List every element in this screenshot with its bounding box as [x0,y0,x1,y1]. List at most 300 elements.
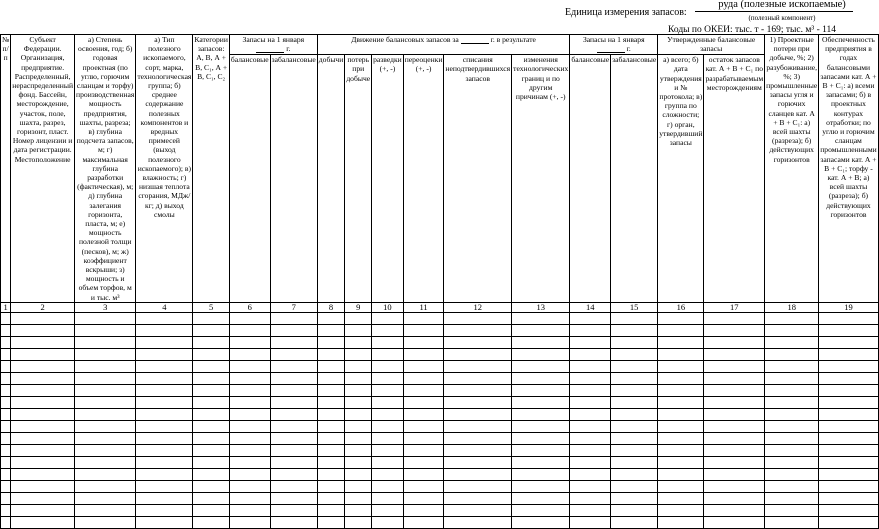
table-cell[interactable] [403,420,444,432]
table-cell[interactable] [444,432,512,444]
table-cell[interactable] [512,372,570,384]
table-cell[interactable] [570,396,611,408]
table-cell[interactable] [403,324,444,336]
table-cell[interactable] [11,348,75,360]
table-cell[interactable] [1,372,11,384]
table-cell[interactable] [611,492,658,504]
table-cell[interactable] [270,456,317,468]
table-cell[interactable] [1,444,11,456]
table-cell[interactable] [704,396,765,408]
table-cell[interactable] [1,360,11,372]
table-cell[interactable] [372,444,404,456]
table-cell[interactable] [570,456,611,468]
table-cell[interactable] [611,444,658,456]
table-cell[interactable] [611,384,658,396]
table-cell[interactable] [765,396,819,408]
table-cell[interactable] [193,420,229,432]
table-cell[interactable] [403,504,444,516]
table-cell[interactable] [345,432,372,444]
table-cell[interactable] [611,360,658,372]
table-cell[interactable] [193,372,229,384]
table-cell[interactable] [229,432,270,444]
table-cell[interactable] [372,420,404,432]
table-cell[interactable] [372,432,404,444]
table-cell[interactable] [512,504,570,516]
table-cell[interactable] [229,456,270,468]
table-cell[interactable] [270,420,317,432]
table-cell[interactable] [317,384,345,396]
table-cell[interactable] [765,360,819,372]
table-cell[interactable] [372,492,404,504]
table-cell[interactable] [403,384,444,396]
table-cell[interactable] [372,324,404,336]
table-cell[interactable] [765,324,819,336]
table-cell[interactable] [372,336,404,348]
table-cell[interactable] [570,372,611,384]
table-cell[interactable] [270,432,317,444]
table-cell[interactable] [193,456,229,468]
table-cell[interactable] [193,348,229,360]
table-cell[interactable] [570,384,611,396]
table-cell[interactable] [193,408,229,420]
table-cell[interactable] [193,312,229,324]
table-cell[interactable] [270,468,317,480]
table-cell[interactable] [403,396,444,408]
table-cell[interactable] [75,468,136,480]
table-cell[interactable] [512,360,570,372]
table-cell[interactable] [270,336,317,348]
table-cell[interactable] [317,504,345,516]
table-cell[interactable] [229,504,270,516]
table-cell[interactable] [136,396,193,408]
table-cell[interactable] [317,420,345,432]
table-cell[interactable] [403,516,444,528]
table-cell[interactable] [345,456,372,468]
table-cell[interactable] [765,456,819,468]
table-cell[interactable] [270,396,317,408]
table-cell[interactable] [1,384,11,396]
table-cell[interactable] [611,420,658,432]
table-cell[interactable] [11,396,75,408]
table-cell[interactable] [75,444,136,456]
table-cell[interactable] [570,516,611,528]
table-cell[interactable] [136,420,193,432]
table-cell[interactable] [658,516,704,528]
table-cell[interactable] [317,336,345,348]
table-cell[interactable] [193,324,229,336]
table-cell[interactable] [512,492,570,504]
table-cell[interactable] [317,360,345,372]
table-cell[interactable] [372,384,404,396]
table-cell[interactable] [372,408,404,420]
table-cell[interactable] [765,312,819,324]
table-cell[interactable] [444,444,512,456]
table-cell[interactable] [11,432,75,444]
table-cell[interactable] [11,312,75,324]
table-cell[interactable] [403,456,444,468]
table-cell[interactable] [345,444,372,456]
table-cell[interactable] [403,360,444,372]
table-cell[interactable] [658,504,704,516]
table-cell[interactable] [75,384,136,396]
table-cell[interactable] [819,360,879,372]
table-cell[interactable] [403,336,444,348]
table-cell[interactable] [704,468,765,480]
table-cell[interactable] [229,420,270,432]
table-cell[interactable] [611,516,658,528]
table-cell[interactable] [229,480,270,492]
table-cell[interactable] [444,324,512,336]
table-cell[interactable] [193,516,229,528]
table-cell[interactable] [1,480,11,492]
table-cell[interactable] [570,432,611,444]
table-cell[interactable] [1,432,11,444]
table-cell[interactable] [611,348,658,360]
table-cell[interactable] [658,396,704,408]
table-cell[interactable] [317,492,345,504]
table-cell[interactable] [193,336,229,348]
table-cell[interactable] [704,432,765,444]
table-cell[interactable] [819,420,879,432]
table-cell[interactable] [704,360,765,372]
table-cell[interactable] [819,516,879,528]
table-cell[interactable] [372,480,404,492]
table-cell[interactable] [317,372,345,384]
table-cell[interactable] [819,468,879,480]
table-cell[interactable] [193,480,229,492]
table-cell[interactable] [270,408,317,420]
table-cell[interactable] [317,516,345,528]
table-cell[interactable] [611,456,658,468]
table-cell[interactable] [229,396,270,408]
table-cell[interactable] [229,360,270,372]
table-cell[interactable] [444,384,512,396]
table-cell[interactable] [75,432,136,444]
table-cell[interactable] [704,372,765,384]
table-cell[interactable] [1,312,11,324]
table-cell[interactable] [372,372,404,384]
table-cell[interactable] [229,324,270,336]
table-cell[interactable] [75,456,136,468]
table-cell[interactable] [765,444,819,456]
table-cell[interactable] [229,336,270,348]
table-cell[interactable] [444,408,512,420]
table-cell[interactable] [819,444,879,456]
table-cell[interactable] [765,408,819,420]
table-cell[interactable] [75,336,136,348]
table-cell[interactable] [765,516,819,528]
table-cell[interactable] [75,516,136,528]
table-cell[interactable] [136,516,193,528]
table-cell[interactable] [658,372,704,384]
table-cell[interactable] [270,492,317,504]
table-cell[interactable] [444,516,512,528]
table-cell[interactable] [819,408,879,420]
table-cell[interactable] [270,444,317,456]
table-cell[interactable] [658,420,704,432]
table-cell[interactable] [611,372,658,384]
table-cell[interactable] [704,384,765,396]
table-cell[interactable] [136,432,193,444]
table-cell[interactable] [512,336,570,348]
table-cell[interactable] [229,444,270,456]
table-cell[interactable] [11,408,75,420]
table-cell[interactable] [765,504,819,516]
table-cell[interactable] [1,456,11,468]
table-cell[interactable] [512,432,570,444]
table-cell[interactable] [193,396,229,408]
table-cell[interactable] [611,432,658,444]
table-cell[interactable] [765,348,819,360]
table-cell[interactable] [317,348,345,360]
table-cell[interactable] [403,444,444,456]
table-cell[interactable] [658,480,704,492]
table-cell[interactable] [345,360,372,372]
table-cell[interactable] [136,492,193,504]
table-cell[interactable] [512,384,570,396]
table-cell[interactable] [345,420,372,432]
table-cell[interactable] [317,408,345,420]
table-cell[interactable] [136,480,193,492]
table-cell[interactable] [512,516,570,528]
table-cell[interactable] [75,504,136,516]
table-cell[interactable] [819,324,879,336]
table-cell[interactable] [765,420,819,432]
table-cell[interactable] [444,420,512,432]
table-cell[interactable] [345,408,372,420]
table-cell[interactable] [512,408,570,420]
table-cell[interactable] [345,516,372,528]
table-cell[interactable] [229,348,270,360]
table-cell[interactable] [372,456,404,468]
table-cell[interactable] [403,480,444,492]
table-cell[interactable] [658,408,704,420]
table-cell[interactable] [1,516,11,528]
table-cell[interactable] [512,396,570,408]
table-cell[interactable] [136,384,193,396]
table-cell[interactable] [611,504,658,516]
table-cell[interactable] [444,372,512,384]
table-cell[interactable] [136,312,193,324]
table-cell[interactable] [270,384,317,396]
table-cell[interactable] [658,468,704,480]
table-cell[interactable] [229,372,270,384]
table-cell[interactable] [75,348,136,360]
table-cell[interactable] [1,420,11,432]
table-cell[interactable] [704,420,765,432]
table-cell[interactable] [658,360,704,372]
table-cell[interactable] [11,360,75,372]
table-cell[interactable] [704,516,765,528]
table-cell[interactable] [345,336,372,348]
table-cell[interactable] [345,504,372,516]
table-cell[interactable] [136,348,193,360]
table-cell[interactable] [570,348,611,360]
table-cell[interactable] [270,480,317,492]
table-cell[interactable] [611,396,658,408]
table-cell[interactable] [136,360,193,372]
table-cell[interactable] [819,312,879,324]
table-cell[interactable] [444,504,512,516]
table-cell[interactable] [11,516,75,528]
table-cell[interactable] [658,444,704,456]
table-cell[interactable] [819,396,879,408]
table-cell[interactable] [345,468,372,480]
table-cell[interactable] [11,492,75,504]
table-cell[interactable] [11,456,75,468]
table-cell[interactable] [11,336,75,348]
table-cell[interactable] [11,384,75,396]
table-cell[interactable] [570,504,611,516]
table-cell[interactable] [345,384,372,396]
table-cell[interactable] [403,408,444,420]
table-cell[interactable] [570,480,611,492]
table-cell[interactable] [765,384,819,396]
table-cell[interactable] [570,360,611,372]
table-cell[interactable] [704,444,765,456]
table-cell[interactable] [75,396,136,408]
table-cell[interactable] [704,492,765,504]
table-cell[interactable] [444,348,512,360]
table-cell[interactable] [658,312,704,324]
table-cell[interactable] [136,408,193,420]
table-cell[interactable] [11,324,75,336]
table-cell[interactable] [403,312,444,324]
table-cell[interactable] [570,336,611,348]
table-cell[interactable] [345,372,372,384]
table-cell[interactable] [570,444,611,456]
table-cell[interactable] [512,444,570,456]
table-cell[interactable] [444,360,512,372]
table-cell[interactable] [136,468,193,480]
table-cell[interactable] [819,432,879,444]
table-cell[interactable] [372,360,404,372]
table-cell[interactable] [658,432,704,444]
table-cell[interactable] [570,492,611,504]
table-cell[interactable] [136,456,193,468]
table-cell[interactable] [11,420,75,432]
table-cell[interactable] [403,492,444,504]
table-cell[interactable] [345,348,372,360]
table-cell[interactable] [765,336,819,348]
table-cell[interactable] [403,372,444,384]
table-cell[interactable] [512,456,570,468]
table-cell[interactable] [570,408,611,420]
table-cell[interactable] [1,396,11,408]
table-cell[interactable] [193,468,229,480]
table-cell[interactable] [819,348,879,360]
table-cell[interactable] [765,492,819,504]
table-cell[interactable] [229,408,270,420]
table-cell[interactable] [704,324,765,336]
table-cell[interactable] [570,324,611,336]
table-cell[interactable] [1,336,11,348]
table-cell[interactable] [765,468,819,480]
table-cell[interactable] [372,348,404,360]
table-cell[interactable] [765,432,819,444]
table-cell[interactable] [75,312,136,324]
table-cell[interactable] [765,480,819,492]
table-cell[interactable] [765,372,819,384]
table-cell[interactable] [512,348,570,360]
table-cell[interactable] [345,480,372,492]
table-cell[interactable] [372,468,404,480]
table-cell[interactable] [317,396,345,408]
table-cell[interactable] [229,312,270,324]
table-cell[interactable] [75,372,136,384]
table-cell[interactable] [229,384,270,396]
table-cell[interactable] [1,408,11,420]
table-cell[interactable] [11,372,75,384]
table-cell[interactable] [658,384,704,396]
table-cell[interactable] [270,516,317,528]
table-cell[interactable] [136,372,193,384]
table-cell[interactable] [317,444,345,456]
table-cell[interactable] [317,480,345,492]
table-cell[interactable] [136,504,193,516]
table-cell[interactable] [444,336,512,348]
table-cell[interactable] [229,516,270,528]
table-cell[interactable] [570,312,611,324]
table-cell[interactable] [611,336,658,348]
table-cell[interactable] [1,468,11,480]
table-cell[interactable] [75,408,136,420]
table-cell[interactable] [444,480,512,492]
table-cell[interactable] [658,348,704,360]
table-cell[interactable] [75,324,136,336]
table-cell[interactable] [193,504,229,516]
table-cell[interactable] [270,504,317,516]
table-cell[interactable] [317,468,345,480]
table-cell[interactable] [11,444,75,456]
table-cell[interactable] [403,468,444,480]
table-cell[interactable] [193,432,229,444]
table-cell[interactable] [704,336,765,348]
table-cell[interactable] [611,324,658,336]
table-cell[interactable] [136,336,193,348]
table-cell[interactable] [270,348,317,360]
table-cell[interactable] [704,504,765,516]
table-cell[interactable] [512,312,570,324]
table-cell[interactable] [317,456,345,468]
table-cell[interactable] [512,480,570,492]
table-cell[interactable] [512,468,570,480]
table-cell[interactable] [229,492,270,504]
table-cell[interactable] [403,348,444,360]
table-cell[interactable] [611,480,658,492]
table-cell[interactable] [345,324,372,336]
table-cell[interactable] [136,444,193,456]
table-cell[interactable] [1,504,11,516]
table-cell[interactable] [512,324,570,336]
table-cell[interactable] [11,480,75,492]
table-cell[interactable] [570,420,611,432]
table-cell[interactable] [193,492,229,504]
table-cell[interactable] [270,360,317,372]
table-cell[interactable] [512,420,570,432]
table-cell[interactable] [193,384,229,396]
table-cell[interactable] [704,312,765,324]
table-cell[interactable] [136,324,193,336]
table-cell[interactable] [658,492,704,504]
table-cell[interactable] [372,396,404,408]
table-cell[interactable] [270,312,317,324]
table-cell[interactable] [345,312,372,324]
table-cell[interactable] [444,456,512,468]
table-cell[interactable] [819,492,879,504]
table-cell[interactable] [704,456,765,468]
table-cell[interactable] [819,384,879,396]
